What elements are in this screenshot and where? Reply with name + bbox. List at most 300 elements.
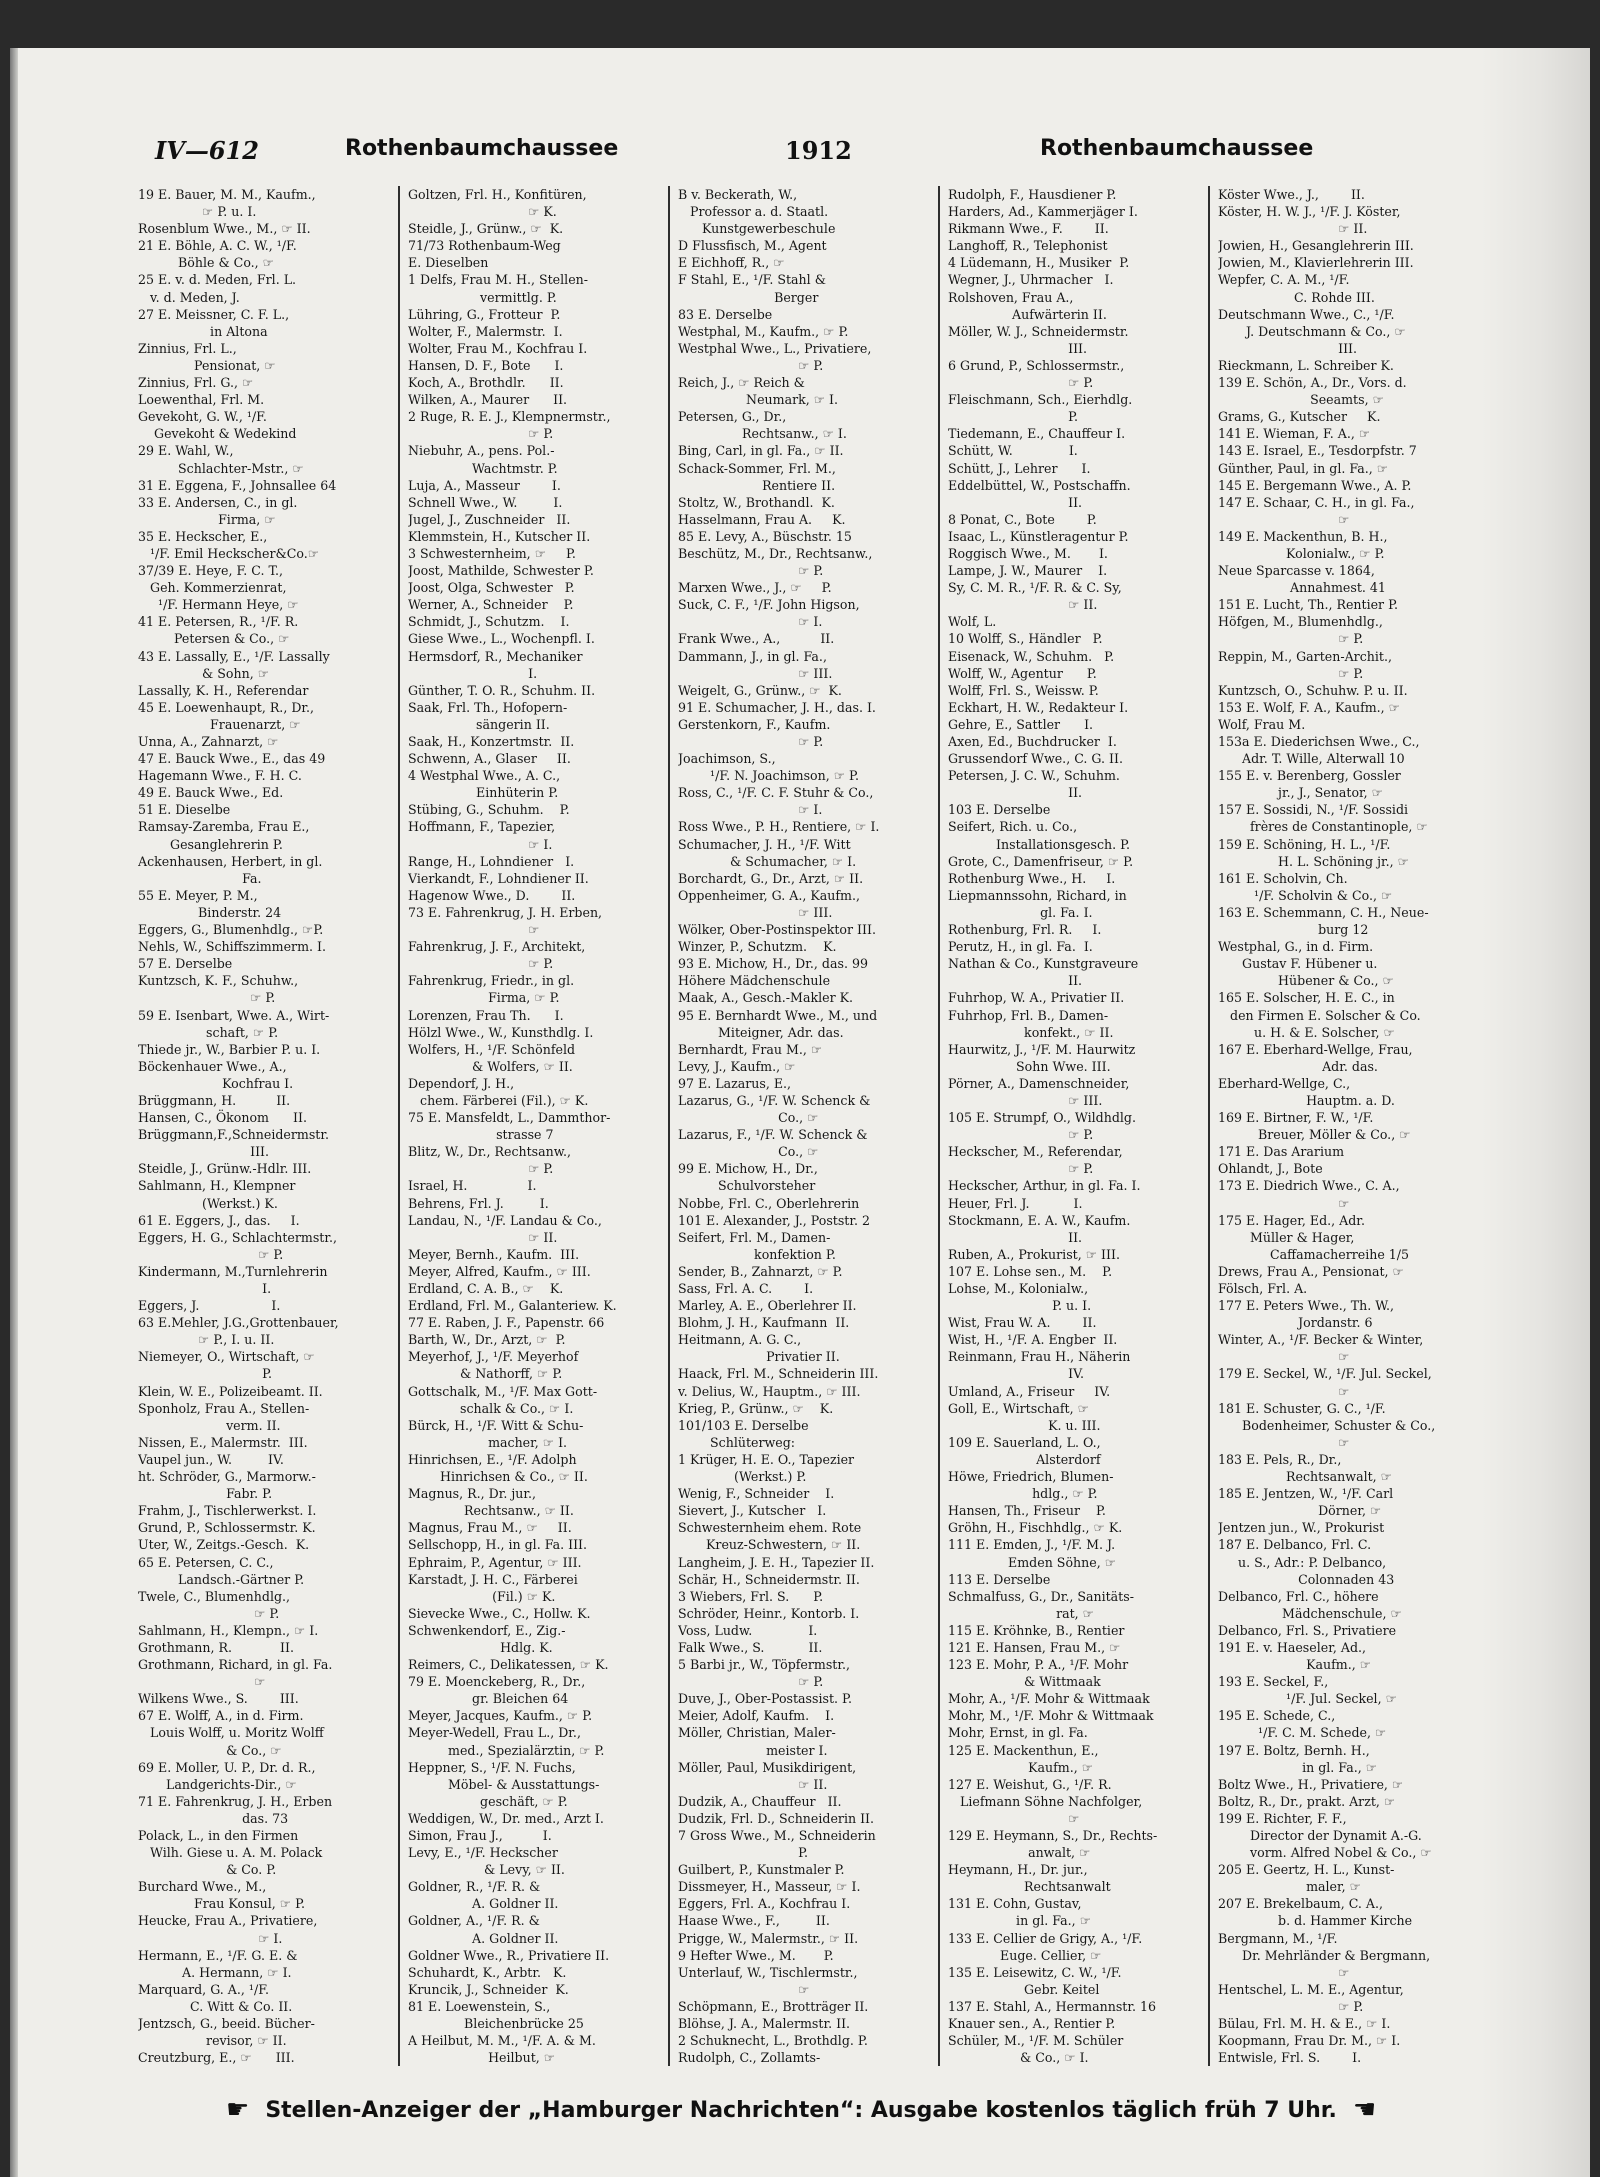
directory-entry-line: Möbel- & Ausstattungs- — [408, 1776, 600, 1792]
directory-entry-line: Sohn Wwe. III. — [948, 1058, 1111, 1074]
directory-entry-line: 71/73 Rothenbaum-Weg — [408, 238, 561, 254]
directory-entry-line: ☞ P. — [408, 1161, 554, 1177]
directory-entry-line: sängerin II. — [408, 716, 550, 732]
directory-entry-line: Creutzburg, E., ☞ III. — [138, 2050, 295, 2066]
directory-entry-line: Reinmann, Frau H., Näherin — [948, 1349, 1131, 1365]
directory-entry-line: Gustav F. Hübener u. — [1218, 956, 1378, 972]
directory-entry-line: Nehls, W., Schiffszimmerm. I. — [138, 939, 327, 955]
directory-entry-line: Emden Söhne, ☞ — [948, 1554, 1116, 1570]
directory-entry-line: J. Deutschmann & Co., ☞ — [1218, 323, 1406, 339]
directory-entry-line: D Flussfisch, M., Agent — [678, 238, 827, 254]
directory-entry-line: in Altona — [138, 323, 268, 339]
directory-entry-line: Marley, A. E., Oberlehrer II. — [678, 1298, 857, 1314]
directory-entry-line: ☞ III. — [678, 904, 833, 920]
directory-entry-line: E. Dieselben — [408, 255, 489, 271]
directory-entry-line: Luja, A., Masseur I. — [408, 477, 561, 493]
directory-entry-line: Hermsdorf, R., Mechaniker — [408, 648, 583, 664]
directory-entry-line: Wolf, L. — [948, 614, 997, 630]
directory-entry-line: Jordanstr. 6 — [1218, 1315, 1373, 1331]
directory-entry-line: Hansen, D. F., Bote I. — [408, 357, 564, 373]
directory-entry-line: Heckscher, Arthur, in gl. Fa. I. — [948, 1178, 1141, 1194]
directory-entry-line: ¹/F. N. Joachimson, ☞ P. — [678, 768, 859, 784]
directory-entry-line: u. H. & E. Solscher, ☞ — [1218, 1024, 1395, 1040]
directory-entry-line: Stockmann, E. A. W., Kaufm. — [948, 1212, 1131, 1228]
directory-entry-line: Bürck, H., ¹/F. Witt & Schu- — [408, 1417, 584, 1433]
directory-entry-line: strasse 7 — [408, 1127, 554, 1143]
directory-entry-line: Drews, Frau A., Pensionat, ☞ — [1218, 1263, 1404, 1279]
directory-entry-line: Rentiere II. — [678, 477, 836, 493]
directory-entry-line: Tiedemann, E., Chauffeur I. — [948, 426, 1126, 442]
directory-entry-line: schaft, ☞ P. — [138, 1024, 279, 1040]
directory-entry-line: 135 E. Leisewitz, C. W., ¹/F. — [948, 1964, 1122, 1980]
directory-entry-line: 75 E. Mansfeldt, L., Dammthor- — [408, 1110, 611, 1126]
directory-entry-line: Kochfrau I. — [138, 1075, 294, 1091]
directory-entry-line: Bleichenbrücke 25 — [408, 2016, 584, 2032]
directory-entry-line: Wepfer, C. A. M., ¹/F. — [1218, 272, 1350, 288]
directory-entry-line: Reppin, M., Garten-Archit., — [1218, 648, 1392, 664]
directory-entry-line: Mädchenschule, ☞ — [1218, 1605, 1402, 1621]
directory-entry-line: ¹/F. Scholvin & Co., ☞ — [1218, 887, 1393, 903]
directory-entry-line: ☞ I. — [678, 802, 823, 818]
directory-entry-line: Mohr, Ernst, in gl. Fa. — [948, 1725, 1088, 1741]
directory-entry-line: Saak, Frl. Th., Hofopern- — [408, 699, 568, 715]
directory-entry-line: Heucke, Frau A., Privatiere, — [138, 1913, 318, 1929]
directory-entry-line: Fahrenkrug, J. F., Architekt, — [408, 939, 586, 955]
directory-entry-line: Nobbe, Frl. C., Oberlehrerin — [678, 1195, 860, 1211]
directory-entry-line: 65 E. Petersen, C. C., — [138, 1554, 274, 1570]
directory-entry-line: Delbanco, Frl. S., Privatiere — [1218, 1622, 1397, 1638]
directory-entry-line: Hansen, Th., Friseur P. — [948, 1503, 1106, 1519]
directory-entry-line: Unna, A., Zahnarzt, ☞ — [138, 734, 279, 749]
directory-entry-line: 157 E. Sossidi, N., ¹/F. Sossidi — [1218, 802, 1409, 818]
directory-entry-line: Schüler, M., ¹/F. M. Schüler — [948, 2033, 1124, 2049]
directory-entry-line: Stoltz, W., Brothandl. K. — [678, 494, 835, 510]
directory-entry-line: 57 E. Derselbe — [138, 956, 233, 972]
directory-entry-line: ☞ II. — [948, 597, 1098, 613]
directory-entry-line: Rikmann Wwe., F. II. — [948, 221, 1109, 237]
directory-entry-line: 199 E. Richter, F. F., — [1218, 1810, 1347, 1826]
directory-entry-line: Prigge, W., Malermstr., ☞ II. — [678, 1930, 859, 1946]
directory-entry-line: Joachimson, S., — [678, 751, 776, 767]
directory-entry-line: Haack, Frl. M., Schneiderin III. — [678, 1366, 879, 1382]
directory-entry-line: 153 E. Wolf, F. A., Kaufm., ☞ — [1218, 699, 1400, 715]
directory-entry-line: 155 E. v. Berenberg, Gossler — [1218, 768, 1401, 784]
directory-entry-line: Jentzen jun., W., Prokurist — [1218, 1520, 1385, 1536]
directory-entry-line: Firma, ☞ P. — [408, 990, 560, 1006]
directory-entry-line: 29 E. Wahl, W., — [138, 443, 234, 459]
directory-entry-line: Heitmann, A. G. C., — [678, 1332, 802, 1348]
directory-entry-line: III. — [138, 1144, 270, 1160]
directory-entry-line: Rolshoven, Frau A., — [948, 289, 1074, 305]
directory-entry-line: Dissmeyer, H., Masseur, ☞ I. — [678, 1879, 861, 1895]
directory-entry-line: Frauenarzt, ☞ — [138, 716, 301, 732]
directory-entry-line: Gröhn, H., Fischhdlg., ☞ K. — [948, 1520, 1123, 1536]
directory-entry-line: 31 E. Eggena, F., Johnsallee 64 — [138, 477, 337, 493]
directory-entry-line: den Firmen E. Solscher & Co. — [1218, 1007, 1421, 1023]
directory-entry-line: Böckenhauer Wwe., A., — [138, 1058, 287, 1074]
directory-entry-line: Fleischmann, Sch., Eierhdlg. — [948, 392, 1133, 408]
directory-entry-line: Hansen, C., Ökonom II. — [138, 1110, 307, 1126]
directory-column — [400, 186, 670, 2066]
directory-entry-line: 93 E. Michow, H., Dr., das. 99 — [678, 956, 868, 972]
directory-entry-line: ☞ III. — [948, 1092, 1103, 1108]
directory-entry-line: Lampe, J. W., Maurer I. — [948, 563, 1108, 579]
directory-entry-line: Joost, Olga, Schwester P. — [408, 580, 575, 596]
directory-entry-line: Wilkens Wwe., S. III. — [138, 1691, 299, 1707]
directory-entry-line: Schwenkendorf, E., Zig.- — [408, 1622, 566, 1638]
directory-entry-line: Borchardt, G., Dr., Arzt, ☞ II. — [678, 870, 864, 886]
directory-entry-line: 143 E. Israel, E., Tesdorpfstr. 7 — [1218, 443, 1417, 459]
directory-entry-line: Kreuz-Schwestern, ☞ II. — [678, 1537, 861, 1553]
directory-entry-line: 129 E. Heymann, S., Dr., Rechts- — [948, 1828, 1158, 1843]
directory-entry-line: Polack, L., in den Firmen — [138, 1828, 299, 1843]
directory-entry-line: Schwesternheim ehem. Rote — [678, 1520, 862, 1536]
directory-entry-line: ☞ P. — [138, 1605, 280, 1621]
directory-entry-line: Heuer, Frl. J. I. — [948, 1195, 1083, 1211]
directory-entry-line: Fahrenkrug, Friedr., in gl. — [408, 973, 575, 989]
directory-entry-line: ¹/F. Jul. Seckel, ☞ — [1218, 1691, 1397, 1707]
directory-entry-line: 195 E. Schede, C., — [1218, 1708, 1336, 1724]
directory-entry-line: Euge. Cellier, ☞ — [948, 1947, 1102, 1963]
directory-entry-line: 83 E. Derselbe — [678, 306, 773, 322]
directory-columns — [130, 186, 1480, 2066]
directory-entry-line: ☞ — [1218, 1383, 1350, 1399]
directory-entry-line: Joost, Mathilde, Schwester P. — [408, 563, 594, 579]
directory-entry-line: vorm. Alfred Nobel & Co., ☞ — [1218, 1845, 1432, 1861]
directory-entry-line: Schütt, J., Lehrer I. — [948, 460, 1091, 476]
directory-entry-line: Köster, H. W. J., ¹/F. J. Köster, — [1218, 204, 1401, 220]
directory-entry-line: Gehre, E., Sattler I. — [948, 716, 1094, 732]
directory-entry-line: F Stahl, E., ¹/F. Stahl & — [678, 272, 826, 288]
directory-entry-line: Hermann, E., ¹/F. G. E. & — [138, 1947, 298, 1963]
directory-entry-line: Delbanco, Frl. C., höhere — [1218, 1588, 1379, 1604]
directory-entry-line: 141 E. Wieman, F. A., ☞ — [1218, 426, 1371, 442]
directory-entry-line: ☞ P. — [948, 1161, 1094, 1177]
directory-entry-line: Ackenhausen, Herbert, in gl. — [138, 853, 323, 869]
directory-entry-line: Uter, W., Zeitgs.-Gesch. K. — [138, 1537, 310, 1553]
directory-entry-line: 4 Lüdemann, H., Musiker P. — [948, 255, 1130, 271]
directory-entry-line: 175 E. Hager, Ed., Adr. — [1218, 1212, 1365, 1228]
directory-entry-line: 71 E. Fahrenkrug, J. H., Erben — [138, 1793, 333, 1809]
directory-entry-line: Fabr. P. — [138, 1486, 273, 1502]
directory-entry-line: 151 E. Lucht, Th., Rentier P. — [1218, 597, 1399, 613]
footer-advertisement — [210, 2095, 1410, 2125]
directory-entry-line: Sponholz, Frau A., Stellen- — [138, 1400, 310, 1416]
directory-entry-line: Simon, Frau J., I. — [408, 1828, 552, 1843]
directory-entry-line: gr. Bleichen 64 — [408, 1691, 569, 1707]
directory-entry-line: ht. Schröder, G., Marmorw.- — [138, 1469, 316, 1485]
directory-entry-line: in gl. Fa., ☞ — [948, 1913, 1091, 1929]
directory-entry-line: Weigelt, G., Grünw., ☞ K. — [678, 682, 842, 698]
directory-entry-line: geschäft, ☞ P. — [408, 1793, 568, 1809]
directory-entry-line: 2 Ruge, R. E. J., Klempnermstr., — [408, 409, 611, 425]
directory-entry-line: Umland, A., Friseur IV. — [948, 1383, 1111, 1399]
directory-entry-line: 113 E. Derselbe — [948, 1571, 1051, 1587]
directory-entry-line: I. — [138, 1281, 272, 1296]
directory-entry-line: 69 E. Moller, U. P., Dr. d. R., — [138, 1759, 316, 1775]
directory-entry-line: 95 E. Bernhardt Wwe., M., und — [678, 1007, 878, 1023]
directory-entry-line: Ramsay-Zaremba, Frau E., — [138, 819, 310, 835]
directory-entry-line: Wolff, Frl. S., Weissw. P. — [948, 682, 1099, 698]
directory-entry-line: Wist, H., ¹/F. A. Engber II. — [948, 1332, 1118, 1348]
directory-entry-line: Bing, Carl, in gl. Fa., ☞ II. — [678, 443, 844, 459]
directory-entry-line: 41 E. Petersen, R., ¹/F. R. — [138, 614, 299, 630]
directory-entry-line: Axen, Ed., Buchdrucker I. — [948, 734, 1117, 749]
directory-entry-line: IV. — [948, 1366, 1084, 1382]
directory-entry-line: 131 E. Cohn, Gustav, — [948, 1896, 1082, 1912]
directory-entry-line: & Sohn, ☞ — [138, 665, 269, 681]
directory-entry-line: 171 E. Das Ararium — [1218, 1144, 1345, 1160]
directory-entry-line: Eberhard-Wellge, C., — [1218, 1075, 1351, 1091]
directory-entry-line: Meyer-Wedell, Frau L., Dr., — [408, 1725, 581, 1741]
directory-entry-line: Levy, J., Kaufm., ☞ — [678, 1058, 796, 1074]
directory-entry-line: 43 E. Lassally, E., ¹/F. Lassally — [138, 648, 330, 664]
directory-entry-line: ☞ P. — [678, 357, 824, 373]
directory-entry-line: Dependorf, J. H., — [408, 1075, 515, 1091]
directory-entry-line: & Nathorff, ☞ P. — [408, 1366, 563, 1382]
street-name-left: Rothenbaumchaussee — [345, 136, 619, 161]
directory-entry-line: Wolf, Frau M. — [1218, 716, 1306, 732]
directory-entry-line: Wachtmstr. P. — [408, 460, 558, 476]
directory-entry-line: 105 E. Strumpf, O., Wildhdlg. — [948, 1110, 1136, 1126]
directory-entry-line: Karstadt, J. H. C., Färberei — [408, 1571, 578, 1587]
directory-entry-line: Loewenthal, Frl. M. — [138, 392, 265, 408]
directory-entry-line: Director der Dynamit A.-G. — [1218, 1828, 1422, 1843]
directory-entry-line: verm. II. — [138, 1417, 281, 1433]
directory-entry-line: ☞ P. — [408, 426, 554, 442]
directory-entry-line: Sievecke Wwe., C., Hollw. K. — [408, 1605, 591, 1621]
directory-entry-line: 67 E. Wolff, A., in d. Firm. — [138, 1708, 304, 1724]
directory-entry-line: Sahlmann, H., Klempner — [138, 1178, 296, 1194]
directory-entry-line: 149 E. Mackenthun, B. H., — [1218, 528, 1388, 544]
directory-entry-line: Suck, C. F., ¹/F. John Higson, — [678, 597, 860, 613]
directory-entry-line: Meyer, Alfred, Kaufm., ☞ III. — [408, 1263, 591, 1279]
directory-column — [940, 186, 1210, 2066]
directory-entry-line: Dörner, ☞ — [1218, 1503, 1382, 1519]
directory-entry-line: Wist, Frau W. A. II. — [948, 1315, 1097, 1331]
directory-entry-line: Installationsgesch. P. — [948, 836, 1131, 852]
directory-entry-line: 173 E. Diedrich Wwe., C. A., — [1218, 1178, 1400, 1194]
directory-entry-line: 1 Krüger, H. E. O., Tapezier — [678, 1451, 855, 1467]
directory-entry-line: ☞ P. — [1218, 631, 1364, 647]
directory-entry-line: revisor, ☞ II. — [138, 2033, 287, 2049]
directory-entry-line: 5 Barbi jr., W., Töpfermstr., — [678, 1657, 850, 1673]
directory-entry-line: Möller, W. J., Schneidermstr. — [948, 323, 1129, 339]
directory-entry-line: Perutz, H., in gl. Fa. I. — [948, 939, 1093, 955]
directory-entry-line: ☞ — [1218, 511, 1350, 527]
directory-entry-line: Bernhardt, Frau M., ☞ — [678, 1041, 823, 1057]
directory-entry-line: 59 E. Isenbart, Wwe. A., Wirt- — [138, 1007, 330, 1023]
directory-entry-line: ☞ P. — [948, 375, 1094, 391]
directory-entry-line: u. S., Adr.: P. Delbanco, — [1218, 1554, 1387, 1570]
directory-entry-line: ☞ — [408, 922, 540, 938]
directory-entry-line: Kindermann, M.,Turnlehrerin — [138, 1263, 328, 1279]
directory-entry-line: Goldner Wwe., R., Privatiere II. — [408, 1947, 610, 1963]
directory-entry-line: Beschütz, M., Dr., Rechtsanw., — [678, 545, 873, 561]
directory-entry-line: 21 E. Böhle, A. C. W., ¹/F. — [138, 238, 301, 254]
directory-entry-line: 81 E. Loewenstein, S., — [408, 1998, 551, 2014]
directory-entry-line: Falk Wwe., S. II. — [678, 1639, 823, 1655]
directory-entry-line: ☞ P. — [948, 1127, 1094, 1143]
directory-entry-line: Steidle, J., Grünw.-Hdlr. III. — [138, 1161, 312, 1177]
directory-entry-line: Zinnius, Frl. G., ☞ — [138, 375, 254, 391]
directory-entry-line: Möller, Christian, Maler- — [678, 1725, 836, 1741]
directory-entry-line: K. u. III. — [948, 1417, 1101, 1433]
directory-entry-line: 115 E. Kröhnke, B., Rentier — [948, 1622, 1125, 1638]
directory-entry-line: Eggers, H. G., Schlachtermstr., — [138, 1229, 338, 1245]
directory-entry-line: 133 E. Cellier de Grigy, A., ¹/F. — [948, 1930, 1143, 1946]
directory-entry-line: Neue Sparcasse v. 1864, — [1218, 563, 1375, 579]
directory-entry-line: ☞ — [1218, 1434, 1350, 1450]
directory-entry-line: II. — [948, 973, 1083, 989]
directory-entry-line: 47 E. Bauck Wwe., E., das 49 — [138, 751, 326, 767]
directory-entry-line: Köster Wwe., J., II. — [1218, 187, 1365, 202]
directory-entry-line: Fölsch, Frl. A. — [1218, 1281, 1308, 1296]
directory-entry-line: Wegner, J., Uhrmacher I. — [948, 272, 1114, 288]
directory-entry-line: Pörner, A., Damenschneider, — [948, 1075, 1130, 1091]
directory-entry-line: ☞ — [1218, 1349, 1350, 1365]
directory-entry-line: 111 E. Emden, J., ¹/F. M. J. — [948, 1537, 1116, 1553]
directory-entry-line: Barth, W., Dr., Arzt, ☞ P. — [408, 1332, 566, 1348]
directory-entry-line: Rosenblum Wwe., M., ☞ II. — [138, 221, 311, 237]
directory-entry-line: 79 E. Moenckeberg, R., Dr., — [408, 1674, 586, 1690]
directory-entry-line: 191 E. v. Haeseler, Ad., — [1218, 1639, 1367, 1655]
directory-entry-line: Rudolph, C., Zollamts- — [678, 2050, 821, 2066]
directory-entry-line: Grams, G., Kutscher K. — [1218, 409, 1381, 425]
directory-entry-line: Westphal Wwe., L., Privatiere, — [678, 340, 872, 356]
directory-entry-line: Steidle, J., Grünw., ☞ K. — [408, 221, 564, 237]
directory-entry-line: 139 E. Schön, A., Dr., Vors. d. — [1218, 375, 1407, 391]
directory-entry-line: Günther, Paul, in gl. Fa., ☞ — [1218, 460, 1389, 476]
directory-entry-line: Magnus, R., Dr. jur., — [408, 1486, 537, 1502]
directory-entry-line: vermittlg. P. — [408, 289, 557, 305]
directory-entry-line: ☞ — [1218, 1195, 1350, 1211]
directory-entry-line: Höfgen, M., Blumenhdlg., — [1218, 614, 1383, 630]
directory-entry-line: ☞ P. — [678, 1674, 824, 1690]
directory-entry-line: 7 Gross Wwe., M., Schneiderin — [678, 1828, 876, 1843]
directory-entry-line: 107 E. Lohse sen., M. P. — [948, 1263, 1113, 1279]
directory-entry-line: 179 E. Seckel, W., ¹/F. Jul. Seckel, — [1218, 1366, 1432, 1382]
directory-entry-line: burg 12 — [1218, 922, 1369, 938]
directory-entry-line: Harders, Ad., Kammerjäger I. — [948, 204, 1138, 220]
directory-entry-line: ☞ P. — [678, 563, 824, 579]
directory-entry-line: ☞ P. — [138, 990, 276, 1006]
directory-entry-line: Meier, Adolf, Kaufm. I. — [678, 1708, 835, 1724]
directory-entry-line: 181 E. Schuster, G. C., ¹/F. — [1218, 1400, 1386, 1416]
directory-entry-line: Geh. Kommerzienrat, — [138, 580, 287, 596]
directory-column — [1210, 186, 1480, 2066]
directory-entry-line: Langhoff, R., Telephonist — [948, 238, 1108, 254]
directory-entry-line: ☞ — [138, 1674, 266, 1690]
directory-entry-line: C. Rohde III. — [1218, 289, 1375, 305]
directory-entry-line: Langheim, J. E. H., Tapezier II. — [678, 1554, 875, 1570]
directory-entry-line: Bergmann, M., ¹/F. — [1218, 1930, 1338, 1946]
directory-entry-line: Professor a. d. Staatl. — [678, 204, 829, 220]
directory-entry-line: 207 E. Brekelbaum, C. A., — [1218, 1896, 1384, 1912]
directory-entry-line: Vaupel jun., W. IV. — [138, 1451, 284, 1467]
directory-entry-line: Hagenow Wwe., D. II. — [408, 887, 576, 903]
directory-entry-line: Petersen, G., Dr., — [678, 409, 787, 425]
directory-entry-line: Hoffmann, F., Tapezier, — [408, 819, 556, 835]
directory-entry-line: Jugel, J., Zuschneider II. — [408, 511, 571, 527]
directory-entry-line: Kolonialw., ☞ P. — [1218, 545, 1385, 561]
directory-entry-line: Frau Konsul, ☞ P. — [138, 1896, 306, 1912]
directory-entry-line: Rechtsanw., ☞ II. — [408, 1503, 574, 1519]
directory-entry-line: Jentzsch, G., beeid. Bücher- — [138, 2016, 315, 2032]
directory-entry-line: Hentschel, L. M. E., Agentur, — [1218, 1981, 1404, 1997]
directory-entry-line: Hauptm. a. D. — [1218, 1092, 1395, 1108]
directory-entry-line: 77 E. Raben, J. F., Papenstr. 66 — [408, 1315, 605, 1331]
directory-entry-line: 4 Westphal Wwe., A. C., — [408, 768, 561, 784]
directory-entry-line: 1 Delfs, Frau M. H., Stellen- — [408, 272, 589, 288]
directory-entry-line: ☞ — [1218, 1964, 1350, 1980]
directory-entry-line: 185 E. Jentzen, W., ¹/F. Carl — [1218, 1486, 1394, 1502]
directory-entry-line: Koch, A., Brothdlr. II. — [408, 375, 564, 391]
directory-entry-line: Hölzl Wwe., W., Kunsthdlg. I. — [408, 1024, 594, 1040]
directory-entry-line: Petersen & Co., ☞ — [138, 631, 290, 647]
directory-entry-line: ☞ P. — [1218, 1998, 1364, 2014]
directory-entry-line: ☞ P. — [138, 1246, 284, 1262]
directory-entry-line: 193 E. Seckel, F., — [1218, 1674, 1329, 1690]
directory-column — [130, 186, 400, 2066]
directory-entry-line: Mohr, A., ¹/F. Mohr & Wittmaak — [948, 1691, 1150, 1707]
directory-entry-line: Rechtsanwalt — [948, 1879, 1111, 1895]
directory-entry-line: Frank Wwe., A., II. — [678, 631, 835, 647]
directory-entry-line: Ruben, A., Prokurist, ☞ III. — [948, 1246, 1120, 1262]
directory-page — [10, 48, 1590, 2177]
pointing-hand-icon: ☚ — [1352, 2095, 1377, 2125]
directory-entry-line: in gl. Fa., ☞ — [1218, 1759, 1377, 1775]
directory-entry-line: Eisenack, W., Schuhm. P. — [948, 648, 1115, 664]
directory-entry-line: 187 E. Delbanco, Frl. C. — [1218, 1537, 1372, 1553]
directory-entry-line: Landau, N., ¹/F. Landau & Co., — [408, 1212, 602, 1228]
directory-entry-line: Seifert, Frl. M., Damen- — [678, 1229, 831, 1245]
directory-entry-line: 167 E. Eberhard-Wellge, Frau, — [1218, 1041, 1413, 1057]
directory-entry-line: Lühring, G., Frotteur P. — [408, 306, 561, 322]
directory-entry-line: Schnell Wwe., W. I. — [408, 494, 563, 510]
directory-entry-line: A. Hermann, ☞ I. — [138, 1964, 292, 1980]
directory-entry-line: 6 Grund, P., Schlossermstr., — [948, 357, 1125, 373]
directory-entry-line: 49 E. Bauck Wwe., Ed. — [138, 785, 284, 801]
directory-entry-line: anwalt, ☞ — [948, 1845, 1091, 1861]
directory-entry-line: ☞ II. — [678, 1776, 828, 1792]
directory-entry-line: Schröder, Heinr., Kontorb. I. — [678, 1605, 860, 1621]
directory-entry-line: E Eichhoff, R., ☞ — [678, 255, 785, 271]
directory-entry-line: Ross Wwe., P. H., Rentiere, ☞ I. — [678, 819, 880, 835]
directory-entry-line: ☞ I. — [138, 1930, 283, 1946]
directory-entry-line: Berger — [678, 289, 819, 305]
directory-entry-line: Knauer sen., A., Rentier P. — [948, 2016, 1116, 2032]
directory-entry-line: Giese Wwe., L., Wochenpfl. I. — [408, 631, 595, 647]
directory-entry-line: Privatier II. — [678, 1349, 840, 1365]
directory-entry-line: 10 Wolff, S., Händler P. — [948, 631, 1103, 647]
directory-entry-line: med., Spezialärztin, ☞ P. — [408, 1742, 605, 1758]
directory-entry-line: Zinnius, Frl. L., — [138, 340, 237, 356]
directory-entry-line: Caffamacherreihe 1/5 — [1218, 1246, 1410, 1262]
directory-entry-line: 91 E. Schumacher, J. H., das. I. — [678, 699, 876, 715]
directory-entry-line: Schack-Sommer, Frl. M., — [678, 460, 836, 476]
directory-entry-line: & Schumacher, ☞ I. — [678, 853, 857, 869]
directory-entry-line: 103 E. Derselbe — [948, 802, 1051, 818]
directory-entry-line: Schlüterweg: — [678, 1434, 796, 1450]
directory-entry-line: Lassally, K. H., Referendar — [138, 682, 309, 698]
directory-entry-line: Breuer, Möller & Co., ☞ — [1218, 1127, 1411, 1143]
directory-entry-line: Israel, H. I. — [408, 1178, 537, 1194]
directory-entry-line: 2 Schuknecht, L., Brothdlg. P. — [678, 2033, 868, 2049]
directory-entry-line: Goltzen, Frl. H., Konfitüren, — [408, 187, 587, 202]
directory-entry-line: 9 Hefter Wwe., M. P. — [678, 1947, 834, 1963]
directory-entry-line: Liefmann Söhne Nachfolger, — [948, 1793, 1143, 1809]
